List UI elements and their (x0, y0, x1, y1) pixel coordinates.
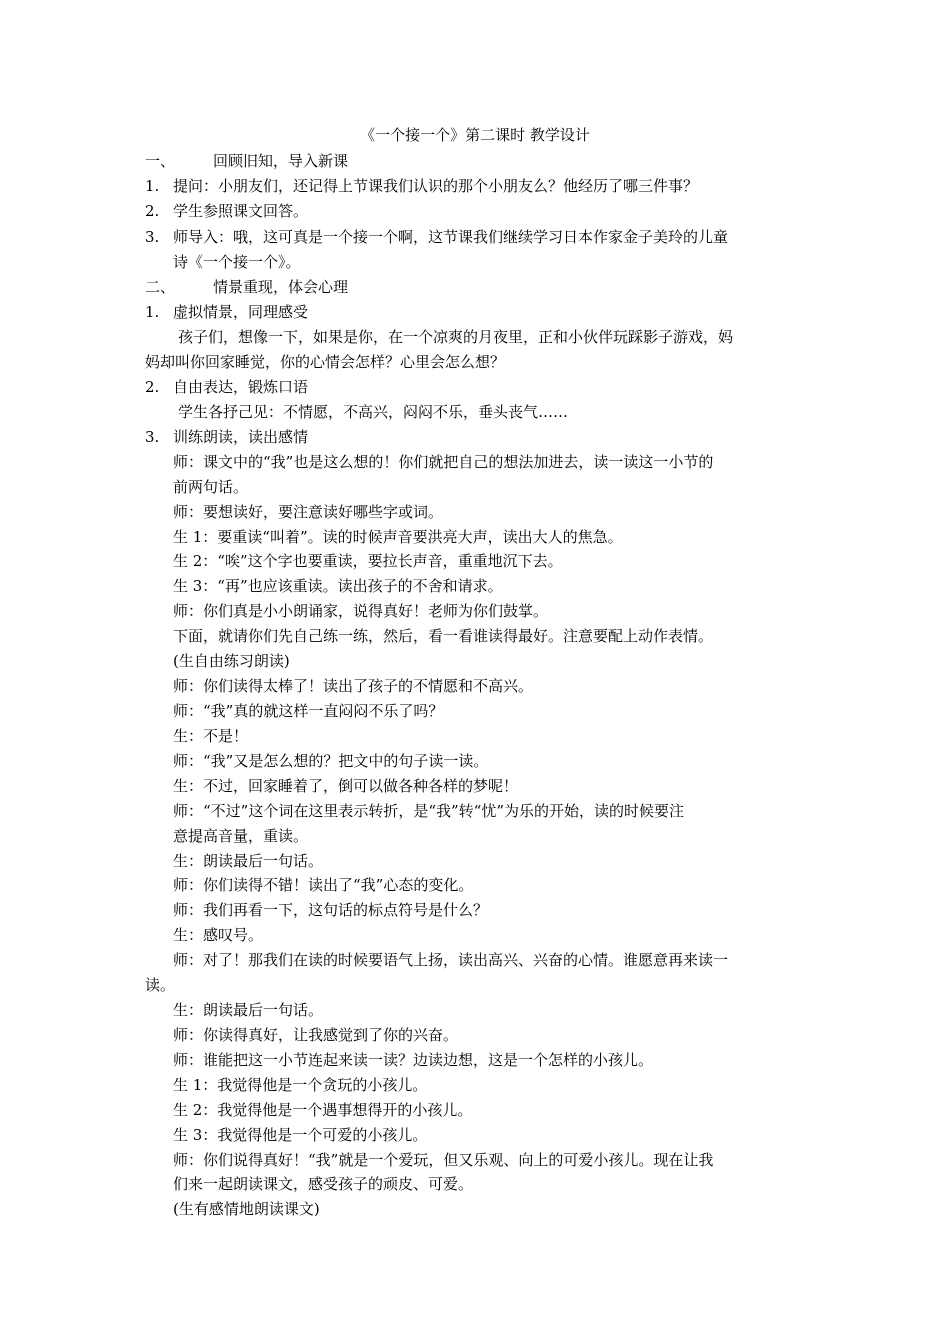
dialogue-line: 生 3：“再”也应该重读。读出孩子的不舍和请求。 (173, 577, 503, 595)
dialogue-line: 生 1：要重读“叫着”。读的时候声音要洪亮大声，读出大人的焦急。 (173, 528, 623, 546)
dialogue-line: 生 3：我觉得他是一个可爱的小孩儿。 (173, 1126, 428, 1144)
dialogue-line: 生：不过，回家睡着了，倒可以做各种各样的梦呢！ (173, 777, 519, 795)
dialogue-line: 下面，就请你们先自己练一练，然后，看一看谁读得最好。注意要配上动作表情。 (173, 627, 714, 645)
dialogue-line: 生：朗读最后一句话。 (173, 852, 324, 870)
section-2-title: 情景重现，体会心理 (213, 278, 349, 296)
dialogue-line: 生 1：我觉得他是一个贪玩的小孩儿。 (173, 1076, 428, 1094)
list-item-number: 2. (145, 378, 160, 396)
list-item (145, 226, 728, 248)
dialogue-line: 师：你们说得真好！“我”就是一个爱玩，但又乐观、向上的可爱小孩儿。现在让我 (173, 1151, 714, 1169)
list-item-number: 2. (145, 202, 160, 220)
dialogue-line: 师：“我”真的就这样一直闷闷不乐了吗？ (173, 702, 444, 720)
list-item (145, 301, 308, 323)
paragraph-line: 妈却叫你回家睡觉，你的心情会怎样？心里会怎么想？ (145, 353, 506, 371)
dialogue-line: 师：你读得真好，让我感觉到了你的兴奋。 (173, 1026, 459, 1044)
list-item-text: 训练朗读，读出感情 (173, 428, 309, 446)
section-1-heading (145, 150, 348, 172)
list-item-text: 自由表达，锻炼口语 (173, 378, 309, 396)
dialogue-line: 师：“我”又是怎么想的？把文中的句子读一读。 (173, 752, 489, 770)
dialogue-line: 生 2：我觉得他是一个遇事想得开的小孩儿。 (173, 1101, 473, 1119)
section-1-title: 回顾旧知，导入新课 (213, 152, 349, 170)
dialogue-line: 读。 (145, 976, 176, 994)
list-item (145, 175, 698, 197)
dialogue-line: (生有感情地朗读课文) (173, 1200, 320, 1218)
dialogue-line: 师：你们读得太棒了！读出了孩子的不情愿和不高兴。 (173, 677, 534, 695)
dialogue-line: 师：你们读得不错！读出了“我”心态的变化。 (173, 876, 474, 894)
list-item (145, 376, 308, 398)
list-item-text: 学生参照课文回答。 (173, 202, 309, 220)
dialogue-line: 师：你们真是小小朗诵家，说得真好！老师为你们鼓掌。 (173, 602, 549, 620)
dialogue-line: 师：课文中的“我”也是这么想的！你们就把自己的想法加进去，读一读这一小节的 (173, 453, 714, 471)
list-item-text: 虚拟情景，同理感受 (173, 303, 309, 321)
list-item (145, 426, 308, 448)
dialogue-line: 前两句话。 (173, 478, 249, 496)
section-2-number: 二、 (145, 278, 176, 296)
section-1-number: 一、 (145, 152, 176, 170)
list-item-number: 3. (145, 228, 160, 246)
list-item (145, 200, 308, 222)
dialogue-line: 生：不是！ (173, 727, 249, 745)
dialogue-line: 师：“不过”这个词在这里表示转折，是“我”转“忧”为乐的开始，读的时候要注 (173, 802, 685, 820)
list-item-number: 1. (145, 177, 160, 195)
dialogue-line: 意提高音量，重读。 (173, 827, 309, 845)
dialogue-line: 生：朗读最后一句话。 (173, 1001, 324, 1019)
dialogue-line: (生自由练习朗读) (173, 652, 290, 670)
dialogue-line: 师：谁能把这一小节连起来读一读？边读边想，这是一个怎样的小孩儿。 (173, 1051, 654, 1069)
paragraph-line: 孩子们，想像一下，如果是你，在一个凉爽的月夜里，正和小伙伴玩踩影子游戏，妈 (178, 328, 734, 346)
dialogue-line: 生：感叹号。 (173, 926, 264, 944)
dialogue-line: 师：对了！那我们在读的时候要语气上扬，读出高兴、兴奋的心情。谁愿意再来读一 (173, 951, 729, 969)
dialogue-line: 生 2：“唉”这个字也要重读，要拉长声音，重重地沉下去。 (173, 552, 563, 570)
list-item-number: 3. (145, 428, 160, 446)
section-2-heading (145, 276, 348, 298)
list-item-number: 1. (145, 303, 160, 321)
list-item-continuation: 诗《一个接一个》。 (173, 253, 301, 271)
dialogue-line: 师：要想读好，要注意读好哪些字或词。 (173, 503, 444, 521)
paragraph-line: 学生各抒己见：不情愿，不高兴，闷闷不乐，垂头丧气…… (178, 403, 569, 421)
dialogue-line: 师：我们再看一下，这句话的标点符号是什么？ (173, 901, 489, 919)
list-item-text: 提问：小朋友们，还记得上节课我们认识的那个小朋友么？他经历了哪三件事？ (173, 177, 699, 195)
document-title: 《一个接一个》第二课时 教学设计 (360, 126, 590, 144)
list-item-text: 师导入：哦，这可真是一个接一个啊，这节课我们继续学习日本作家金子美玲的儿童 (173, 228, 729, 246)
dialogue-line: 们来一起朗读课文，感受孩子的顽皮、可爱。 (173, 1175, 474, 1193)
